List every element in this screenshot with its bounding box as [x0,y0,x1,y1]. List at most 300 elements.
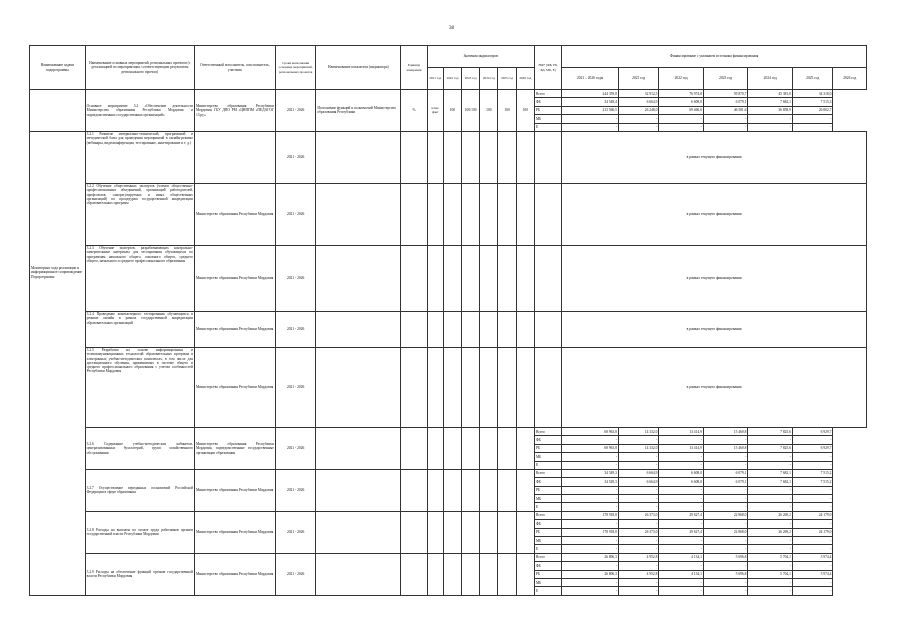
funding-value: - [618,578,658,586]
funding-value: - [562,545,619,553]
funding-value: 6 608,0 [659,469,704,477]
funding-value: - [562,495,619,503]
empty-cell [401,245,427,311]
empty-cell [462,553,480,595]
funding-value: - [618,520,658,528]
header-funding-year: 2021 год [618,68,658,90]
funding-value: 34 549,3 [562,469,619,477]
funding-value: 26 806,3 [562,570,619,578]
funding-value: 32 912,5 [618,90,658,98]
funding-source: Всего [534,511,561,519]
main-measure-responsible: Министерство образования Республики Мордовия, ГБУ ДПО РМ «ЦНППМ «ПЕДАГОГ 13.ру» [194,90,275,132]
funding-value: 6 664,9 [618,478,658,486]
funding-value: - [618,461,658,469]
empty-cell [516,245,534,311]
funding-value: - [659,578,704,586]
funding-value: 59 870,7 [703,90,748,98]
empty-cell [427,511,443,553]
empty-cell [516,347,534,427]
empty-cell [498,183,516,245]
header-funding-year: 2022 год [659,68,704,90]
empty-cell [401,347,427,427]
funding-source: ФБ [534,520,561,528]
funding-value: - [659,123,704,131]
measure-name: 3.2.6 Содержание учебно-методических кабинетов, централизованных бухгалтерий, групп хозяйственного обслуживания [85,427,194,469]
table-row [30,427,867,435]
funding-value: 36 858,9 [748,106,793,114]
measure-name: 3.2.8 Расходы на выплаты по оплате труда работников органов государственной власти Республики Мордовия [85,511,194,553]
funding-value: 5 704,1 [748,570,793,578]
empty-cell [427,245,443,311]
spacer [31,132,84,266]
empty-cell [462,427,480,469]
measure-name: 3.2.3 Обучение экспертов, разрабатывающих контрольно-измерительные материалы для тестирования обучающихся по программам начального общего, основного общего, среднего общего, начального и среднего профессионального образования [85,245,194,311]
within-funding-note: в рамках текущего финансирования [562,347,867,427]
funding-value: - [618,503,658,511]
funding-value: - [659,453,704,461]
empty-cell [534,347,561,427]
empty-cell [401,427,427,469]
measure-responsible: Министерство образования Республики Мордовия [194,511,275,553]
empty-cell [443,427,461,469]
funding-value: 6 929,7 [792,444,832,452]
funding-value: - [703,461,748,469]
header-funding: Финансирование с указанием источника финансирования [562,46,867,68]
funding-value: 26 269,2 [748,528,793,536]
funding-value: - [562,537,619,545]
funding-value: - [792,587,832,595]
main-measure-period: 2021 - 2026 [275,90,315,132]
empty-cell [427,311,443,347]
funding-value: - [703,520,748,528]
funding-value: - [618,436,658,444]
funding-value: - [703,587,748,595]
funding-value: - [748,461,793,469]
funding-value: - [748,495,793,503]
funding-value: - [748,436,793,444]
funding-value: - [703,123,748,131]
funding-value: - [659,461,704,469]
within-funding-note: в рамках текущего финансирования [562,245,867,311]
funding-value: - [703,537,748,545]
empty-cell [316,245,401,311]
funding-value: - [703,578,748,586]
funding-value: 7 825,6 [748,427,793,435]
header-unit: Единица измерения [401,46,427,90]
funding-value: - [748,486,793,494]
funding-value: 7 515,2 [792,469,832,477]
funding-value: 46 581,6 [703,106,748,114]
measure-responsible [194,131,275,183]
funding-value: - [748,123,793,131]
funding-value: 5 696,8 [703,553,748,561]
funding-value: - [562,503,619,511]
funding-value: - [703,486,748,494]
empty-cell [498,131,516,183]
empty-cell [462,183,480,245]
measure-responsible: Министерство образования Республики Мордовия [194,245,275,311]
funding-value: 6 664,9 [618,98,658,106]
measure-name: 3.2.5 Разработка на основе информационных и телекоммуникационных технологий образовательных программ в электронных учебно-методических комплексах, в том числе для дистанционного обучения, применяемых в системе общего и среднего профессионального образования с учетом особенностей Республики Мордовия [85,347,194,427]
funding-value: - [659,545,704,553]
empty-cell [480,245,498,311]
within-funding-note: в рамках текущего финансирования [562,131,867,183]
funding-value: - [618,545,658,553]
funding-value: 68 963,8 [562,444,619,452]
header-year: 2025 год [498,68,516,90]
table-row [30,245,867,311]
funding-value: - [659,486,704,494]
header-funding-year: 2021 – 2026 годы [562,68,619,90]
empty-cell [498,469,516,511]
empty-cell [427,347,443,427]
funding-value: 6 929,7 [792,427,832,435]
funding-value: - [703,495,748,503]
table-row [30,347,867,427]
funding-value: 5 974,4 [792,553,832,561]
empty-cell [427,469,443,511]
funding-value: 22 868,0 [703,528,748,536]
empty-cell [498,427,516,469]
funding-value: - [562,562,619,570]
funding-value: 26 269,2 [748,511,793,519]
funding-source: Е [534,503,561,511]
funding-value: 213 566,5 [562,106,619,114]
measure-responsible: Министерство образования Республики Мордовия [194,553,275,595]
funding-value: - [562,578,619,586]
funding-source: РБ [534,444,561,452]
funding-value: - [618,486,658,494]
measure-period: 2021 - 2026 [275,469,315,511]
funding-source: РБ [534,106,561,114]
funding-value: 5 704,1 [748,553,793,561]
funding-source: РБ [534,570,561,578]
funding-value: - [562,436,619,444]
funding-value: - [659,436,704,444]
empty-cell [498,511,516,553]
funding-value: - [659,115,704,123]
funding-value: 22 868,0 [703,511,748,519]
funding-value: 24 179,0 [792,511,832,519]
funding-value: - [792,436,832,444]
funding-value: - [748,562,793,570]
funding-value: - [703,453,748,461]
empty-cell [316,131,401,183]
funding-value: - [703,545,748,553]
funding-value: - [792,545,832,553]
empty-cell [427,183,443,245]
funding-source: ФБ [534,436,561,444]
funding-source: Е [534,587,561,595]
empty-cell [316,347,401,427]
funding-value: 29 627,4 [659,528,704,536]
header-measures: Наименование основных мероприятий, региональных проектов (с детализацией по мероприятиям, соответствующим результатам регионального проекта) [85,46,194,90]
empty-cell [516,183,534,245]
funding-value: - [792,537,832,545]
empty-cell [443,469,461,511]
funding-value: - [618,123,658,131]
task-cell [30,131,86,595]
header-funding-year: 2026 год [833,68,867,90]
empty-cell [462,347,480,427]
funding-value: 6 079,1 [703,478,748,486]
empty-cell [443,511,461,553]
funding-value: 244 359,8 [562,90,619,98]
measure-responsible: Министерство образования Республики Мордовия [194,183,275,245]
empty-cell [316,511,401,553]
measure-period: 2021 - 2026 [275,511,315,553]
empty-cell [462,311,480,347]
header-target-values: Значения индикаторов [427,46,534,68]
funding-value: - [618,562,658,570]
measure-name: 3.2.9 Расходы на обеспечение функций органов государственной власти Республики Мордовия [85,553,194,595]
funding-value: - [618,115,658,123]
empty-cell [480,183,498,245]
empty-cell [462,511,480,553]
header-year: 2026 год [516,68,534,90]
funding-value: - [748,453,793,461]
empty-cell [534,183,561,245]
funding-value: 34 318,0 [792,90,832,98]
empty-cell [443,311,461,347]
funding-value: - [792,578,832,586]
empty-cell [534,311,561,347]
funding-value: 29 627,4 [659,511,704,519]
funding-value: 6 608,0 [659,478,704,486]
funding-value: 15 460,8 [703,427,748,435]
empty-cell [516,553,534,595]
funding-value: 4 134,1 [659,553,704,561]
empty-cell [401,553,427,595]
funding-value: 45 381,0 [748,90,793,98]
funding-source: МБ [534,115,561,123]
header-year: 2024 год [480,68,498,90]
empty-cell [443,183,461,245]
funding-value: - [562,587,619,595]
funding-value: 13 414,9 [659,444,704,452]
indicator-value: 100 [498,90,516,132]
funding-value: - [792,495,832,503]
funding-value: 178 918,8 [562,528,619,536]
task-label: Мониторинг хода реализации и информационное сопровождение Подпрограммы [31,265,83,279]
funding-value: 34 549,4 [562,98,619,106]
funding-value: 6 079,1 [703,469,748,477]
funding-value: - [792,520,832,528]
funding-value: - [703,503,748,511]
main-values-label: план/факт [427,90,443,132]
funding-value: - [792,123,832,131]
funding-source: ФБ [534,98,561,106]
funding-value: - [562,115,619,123]
empty-cell [516,311,534,347]
empty-cell [316,427,401,469]
funding-value: - [748,545,793,553]
funding-source: РБ [534,528,561,536]
funding-value: - [792,503,832,511]
funding-value: 14 332,0 [618,427,658,435]
funding-value: - [748,115,793,123]
funding-source: МБ [534,578,561,586]
funding-value: 5 696,8 [703,570,748,578]
funding-value: 178 918,8 [562,511,619,519]
funding-source: МБ [534,495,561,503]
header-source: НФ* (ФБ, РБ, БД, МБ, Е) [534,46,561,90]
table-row [30,553,867,561]
empty-cell [443,131,461,183]
empty-cell [516,131,534,183]
empty-cell [498,311,516,347]
funding-value: 68 963,8 [562,427,619,435]
funding-source: Е [534,123,561,131]
empty-cell [401,469,427,511]
funding-value: - [792,461,832,469]
funding-source: ФБ [534,478,561,486]
empty-cell [462,245,480,311]
funding-value: 6 664,9 [618,469,658,477]
measure-responsible: Министерство образования Республики Мордовия [194,311,275,347]
header-tasks: Наименование задачи подпрограммы [30,46,86,90]
funding-value: - [748,578,793,586]
empty-cell [534,131,561,183]
empty-cell [480,347,498,427]
funding-source: Всего [534,469,561,477]
empty-cell [443,347,461,427]
table-row [30,469,867,477]
indicator-value: 100 [443,90,461,132]
funding-value: 7 682,1 [748,469,793,477]
empty-cell [480,131,498,183]
measure-name: 3.2.7 Осуществление переданных полномочий Российской Федерации в сфере образования [85,469,194,511]
empty-cell [316,311,401,347]
empty-cell [316,183,401,245]
header-year: 2021 год [427,68,443,90]
funding-value: - [659,520,704,528]
empty-cell [480,511,498,553]
empty-cell [498,553,516,595]
empty-cell [516,469,534,511]
funding-value: 69 460,6 [659,106,704,114]
empty-cell [427,131,443,183]
funding-value: 7 825,6 [748,444,793,452]
funding-value: 14 332,0 [618,444,658,452]
empty-cell [480,311,498,347]
empty-cell [480,469,498,511]
indicator-value: 100 [480,90,498,132]
funding-value: 7 515,3 [792,98,832,106]
header-responsible: Ответственный исполнитель, соисполнитель, участник [194,46,275,90]
funding-value: - [562,123,619,131]
header-year: 2022 год [443,68,461,90]
empty-cell [401,511,427,553]
funding-value: 26 373,0 [618,511,658,519]
funding-value: - [659,587,704,595]
funding-value: 26 373,0 [618,528,658,536]
funding-value: - [562,486,619,494]
measure-period: 2021 - 2026 [275,427,315,469]
empty-cell [316,469,401,511]
funding-value: 24 179,0 [792,528,832,536]
measure-responsible: Министерство образования Республики Мордовия [194,469,275,511]
funding-value: - [748,503,793,511]
funding-value: - [659,495,704,503]
empty-cell [498,347,516,427]
measure-responsible: Министерство образования Республики Мордовия, подведомственные государственные организации образования [194,427,275,469]
funding-source: Всего [534,553,561,561]
funding-value: 4 134,1 [659,570,704,578]
funding-value: - [562,461,619,469]
funding-source: МБ [534,453,561,461]
funding-value: - [748,520,793,528]
empty-cell [401,311,427,347]
measure-name: 3.2.2 Обучение общественных экспертов (членов общественно-профессиональных объединений, организаций работодателей, профсоюзов, саморегулируемых и иных общественных организаций) по процедурам государственной аккредитации образовательных программ [85,183,194,245]
funding-source: Всего [534,90,561,98]
funding-value: 26 248,0 [618,106,658,114]
empty-cell [516,427,534,469]
header-funding-year: 2025 год [792,68,832,90]
funding-source: Е [534,461,561,469]
main-measure-name: Основное мероприятие 3.2 «Обеспечение деятельности Министерства образования Республики Мордовия и подведомственных государственных организаций» [85,90,194,132]
page-number: 38 [449,26,454,31]
empty-cell [516,511,534,553]
header-funding-year: 2023 год [703,68,748,90]
funding-value: - [703,115,748,123]
measure-period: 2021 - 2026 [275,245,315,311]
measure-period: 2021 - 2026 [275,131,315,183]
funding-value: - [792,115,832,123]
funding-value: 6 608,0 [659,98,704,106]
table-row [30,183,867,245]
main-measure-unit: % [401,90,427,132]
empty-cell [401,131,427,183]
task-cell-empty [30,90,86,132]
funding-value: 6 079,1 [703,98,748,106]
funding-value: 7 682,1 [748,478,793,486]
funding-value: 7 682,1 [748,98,793,106]
header-funding-year: 2024 год [748,68,793,90]
measure-name: 3.2.1 Развитие материально-технической, программной и методической базы для проведения мероприятий в онлайн-режиме (вебинары, видеоконференции, тестирование, анкетирование и т. д.) [85,131,194,183]
funding-value: 5 974,4 [792,570,832,578]
funding-value: - [659,537,704,545]
funding-value: - [792,562,832,570]
empty-cell [462,131,480,183]
table-row [30,90,867,98]
funding-value: 26 802,7 [792,106,832,114]
table-row [30,131,867,183]
funding-value: - [618,453,658,461]
within-funding-note: в рамках текущего финансирования [562,183,867,245]
program-table [29,45,867,596]
measure-name: 3.2.4 Проведение компьютерного тестирования обучающихся в режиме онлайн в рамках государственной аккредитации образовательных организаций [85,311,194,347]
table-row [30,511,867,519]
funding-value: 76 974,8 [659,90,704,98]
funding-value: 26 806,3 [562,553,619,561]
header-year: 2023 год [462,68,480,90]
empty-cell [498,245,516,311]
header-period: Сроки выполнения основных мероприятий, региональных проектов [275,46,315,90]
indicator-value: 100/100 [462,90,480,132]
within-funding-note: в рамках текущего финансирования [562,311,867,347]
funding-value: - [618,537,658,545]
main-measure-indicator: Исполнение функций и полномочий Министерства образования Республики [316,90,401,132]
empty-cell [480,553,498,595]
empty-cell [534,245,561,311]
funding-source: Всего [534,427,561,435]
funding-source: ФБ [534,562,561,570]
funding-value: 4 952,8 [618,570,658,578]
empty-cell [427,427,443,469]
funding-value: - [618,587,658,595]
measure-period: 2021 - 2026 [275,553,315,595]
